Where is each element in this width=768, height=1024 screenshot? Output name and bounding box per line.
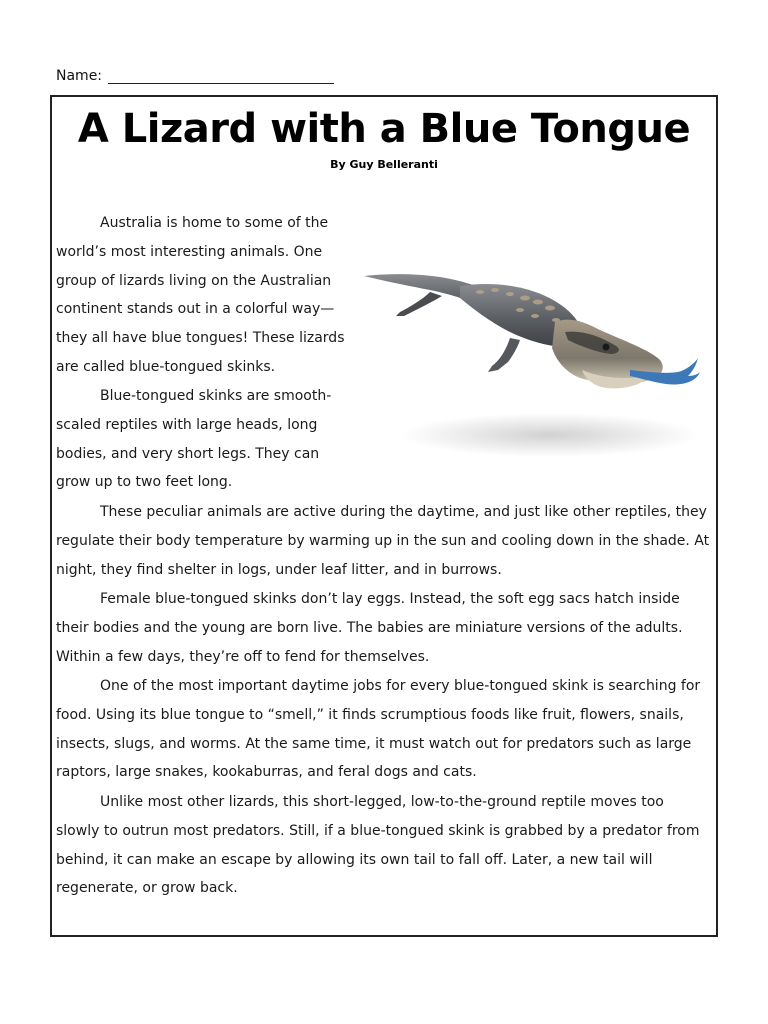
paragraph-1: Australia is home to some of the world’s most interesting animals. One group of lizards living on the Australian continent stands out in a colorful way—they all have blue tongues! These lizards are called blue-tongued skinks. xyxy=(56,215,345,375)
article-byline: By Guy Belleranti xyxy=(330,158,438,171)
paragraph-6: Unlike most other lizards, this short-legged, low-to-the-ground reptile moves too slowly to outrun most predators. Still, if a blue-tongued skink is grabbed by a predator from behind, it can make an escape by allowing its own tail to fall off. Later, a new tail will regenerate, or grow back. xyxy=(56,794,700,897)
lizard-photo-icon xyxy=(360,250,710,480)
paragraph-3: These peculiar animals are active during the daytime, and just like other reptiles, they regulate their body temperature by warming up in the sun and cooling down in the shade. At night, they find shelter in logs, under leaf litter, and in burrows. xyxy=(56,504,710,578)
name-label: Name: xyxy=(56,68,103,84)
paragraph-5: One of the most important daytime jobs for every blue-tongued skink is searching for food. Using its blue tongue to “smell,” it finds scrumptious foods like fruit, flowers, snails, insects, slugs, and worms. At the same time, it must watch out for predators such as large raptors, large snakes, kookaburras, and feral dogs and cats. xyxy=(56,678,701,781)
name-field[interactable] xyxy=(56,68,334,84)
name-blank-line[interactable] xyxy=(108,69,334,84)
article-title: A Lizard with a Blue Tongue xyxy=(77,106,691,152)
paragraph-2: Blue-tongued skinks are smooth-scaled reptiles with large heads, long bodies, and very short legs. They can grow up to two feet long. xyxy=(56,388,332,491)
paragraph-4: Female blue-tongued skinks don’t lay eggs. Instead, the soft egg sacs hatch inside their bodies and the young are born live. The babies are miniature versions of the adults. Within a few days, they’re off to fend for themselves. xyxy=(56,591,683,665)
